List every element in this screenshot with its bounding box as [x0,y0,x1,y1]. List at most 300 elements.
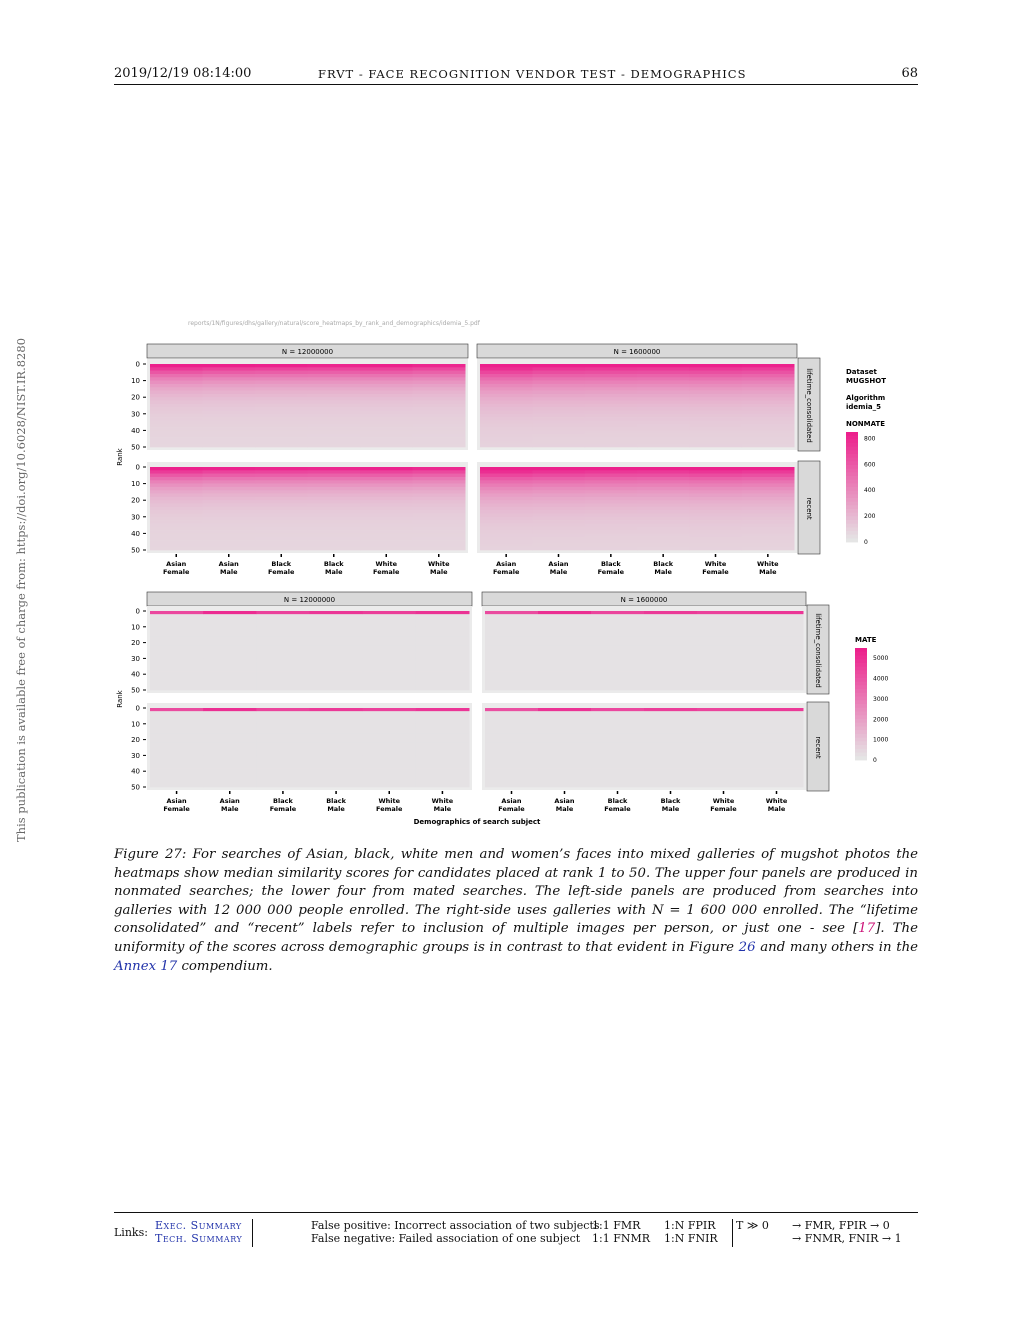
cell-0-0-0-3-5 [308,371,361,375]
cell-1-1-1-1-37 [538,765,592,768]
cell-0-0-0-2-49 [255,444,308,448]
cell-1-1-0-1-35 [203,762,257,765]
xtick-label-0-1-0-a: Asian [496,560,517,568]
cell-1-1-1-4-37 [697,765,751,768]
cell-1-0-0-5-15 [416,633,470,636]
cell-1-1-0-1-15 [203,730,257,733]
cell-1-0-0-1-19 [203,639,257,642]
cell-1-1-0-1-25 [203,746,257,749]
legend-algorithm-label: Algorithm [846,394,886,402]
cell-1-1-1-1-33 [538,759,592,762]
xtick-label-1-0-3-b: Male [327,805,345,813]
cell-1-1-1-0-5 [485,714,539,717]
cell-1-1-0-4-25 [363,746,417,749]
cell-0-1-0-5-27 [413,510,466,514]
cell-0-0-1-5-41 [742,430,795,434]
cell-1-0-1-5-37 [750,668,804,671]
cell-1-0-1-1-7 [538,620,592,623]
cell-1-0-0-3-47 [310,684,364,687]
legend-step-0-7 [846,458,858,462]
cell-0-1-1-5-11 [742,484,795,488]
cell-0-1-1-2-49 [585,547,638,551]
cell-1-1-0-5-39 [416,768,470,771]
cell-0-0-1-5-45 [742,437,795,441]
cell-0-1-0-0-3 [150,470,203,474]
cell-0-0-1-0-27 [480,407,533,411]
xtick-label-0-1-4-a: White [704,560,727,568]
cell-0-0-1-3-17 [637,391,690,395]
cell-1-1-1-5-43 [750,774,804,777]
cell-1-0-0-3-11 [310,627,364,630]
cell-1-1-0-1-3 [203,711,257,714]
cell-0-0-0-1-21 [203,397,256,401]
cell-0-0-0-5-39 [413,427,466,431]
cell-0-0-0-4-43 [360,434,413,438]
cell-0-1-0-4-33 [360,520,413,524]
cell-0-1-0-1-5 [203,474,256,478]
legend-step-1-5 [855,667,867,671]
cell-0-1-1-0-13 [480,487,533,491]
cell-0-1-1-1-25 [532,507,585,511]
cell-0-0-1-3-47 [637,440,690,444]
cell-1-0-0-4-27 [363,652,417,655]
xtick-label-0-0-3-b: Male [325,568,343,576]
cell-0-1-0-3-19 [308,497,361,501]
cell-1-0-0-0-13 [150,630,204,633]
cell-1-0-0-3-41 [310,674,364,677]
cell-0-0-0-3-7 [308,374,361,378]
cell-1-0-1-2-15 [591,633,645,636]
cell-1-1-0-0-13 [150,727,204,730]
legend-step-1-4 [855,663,867,667]
cell-1-1-1-4-43 [697,774,751,777]
cell-0-1-0-4-31 [360,517,413,521]
cell-1-1-1-1-5 [538,714,592,717]
cell-1-1-1-5-49 [750,784,804,787]
threshold-limits [792,1219,902,1245]
cell-0-1-0-4-7 [360,477,413,481]
cell-1-1-1-0-15 [485,730,539,733]
legend-step-0-25 [846,524,858,528]
cell-0-0-1-4-41 [689,430,742,434]
cell-0-1-1-4-47 [689,543,742,547]
cell-0-1-0-4-21 [360,500,413,504]
cell-0-1-1-5-27 [742,510,795,514]
cell-0-1-1-1-15 [532,490,585,494]
cell-1-0-0-4-9 [363,624,417,627]
cell-1-0-0-4-47 [363,684,417,687]
cell-0-1-1-4-29 [689,513,742,517]
cell-0-1-1-2-29 [585,513,638,517]
cell-0-0-0-0-31 [150,414,203,418]
cell-1-1-1-1-31 [538,755,592,758]
cell-0-1-0-5-9 [413,480,466,484]
exec-summary-link[interactable]: Exec. Summary [155,1219,242,1232]
cell-1-1-0-5-47 [416,781,470,784]
cell-0-0-0-1-17 [203,391,256,395]
cell-0-1-1-4-35 [689,523,742,527]
legend-step-1-27 [855,749,867,753]
cell-1-1-1-4-49 [697,784,751,787]
cell-0-1-1-5-13 [742,487,795,491]
cell-0-0-0-3-17 [308,391,361,395]
cell-1-0-1-1-27 [538,652,592,655]
cell-0-0-1-3-1 [637,364,690,368]
cell-1-1-1-4-35 [697,762,751,765]
cell-0-1-0-4-35 [360,523,413,527]
cell-1-0-0-4-19 [363,639,417,642]
cell-1-1-1-0-49 [485,784,539,787]
cell-0-0-0-5-15 [413,387,466,391]
cell-0-1-1-1-9 [532,480,585,484]
cell-1-1-0-4-37 [363,765,417,768]
cell-1-0-0-0-7 [150,620,204,623]
cell-1-1-1-2-15 [591,730,645,733]
cell-1-1-0-3-19 [310,736,364,739]
cell-1-1-0-2-5 [256,714,310,717]
cell-0-1-0-2-29 [255,513,308,517]
cell-0-1-0-3-13 [308,487,361,491]
xtick-label-1-1-2-b: Female [604,805,631,813]
cell-1-1-1-2-47 [591,781,645,784]
cell-1-0-1-3-47 [644,684,698,687]
cell-0-0-1-5-27 [742,407,795,411]
cell-1-1-0-3-27 [310,749,364,752]
cell-0-0-0-5-11 [413,381,466,385]
cell-0-1-0-3-11 [308,484,361,488]
cell-0-1-0-0-13 [150,487,203,491]
cell-1-1-1-0-35 [485,762,539,765]
cell-1-0-0-4-29 [363,655,417,658]
cell-1-0-0-3-27 [310,652,364,655]
cell-1-0-0-2-47 [256,684,310,687]
xtick-label-0-0-0-a: Asian [166,560,187,568]
cell-1-1-1-0-39 [485,768,539,771]
cell-0-0-1-4-27 [689,407,742,411]
cell-1-1-0-1-17 [203,733,257,736]
cell-1-0-1-0-47 [485,684,539,687]
cell-0-0-1-1-3 [532,367,585,371]
cell-0-0-0-2-45 [255,437,308,441]
cell-1-0-1-3-45 [644,681,698,684]
cell-0-1-1-0-31 [480,517,533,521]
cell-0-1-1-4-23 [689,504,742,508]
cell-1-1-1-2-45 [591,778,645,781]
cell-0-0-1-0-37 [480,424,533,428]
cell-1-1-1-4-33 [697,759,751,762]
cell-0-0-1-2-31 [585,414,638,418]
cell-1-1-0-5-3 [416,711,470,714]
cell-0-1-1-1-21 [532,500,585,504]
cell-1-1-0-4-17 [363,733,417,736]
cell-0-0-1-4-17 [689,391,742,395]
cell-1-0-0-5-5 [416,617,470,620]
cell-0-1-0-3-43 [308,537,361,541]
cell-0-1-0-1-35 [203,523,256,527]
cell-1-0-0-5-39 [416,671,470,674]
cell-0-1-1-5-5 [742,474,795,478]
cell-0-0-0-2-15 [255,387,308,391]
cell-1-0-1-0-11 [485,627,539,630]
cell-0-0-0-2-39 [255,427,308,431]
cell-1-1-1-1-35 [538,762,592,765]
cell-0-0-1-3-11 [637,381,690,385]
cell-1-1-0-5-1 [416,708,470,711]
cell-1-1-0-0-45 [150,778,204,781]
cell-1-0-1-2-25 [591,649,645,652]
cell-0-1-1-5-33 [742,520,795,524]
legend-step-0-17 [846,494,858,498]
cell-0-0-0-3-41 [308,430,361,434]
cell-1-1-1-0-17 [485,733,539,736]
cell-1-1-1-1-3 [538,711,592,714]
legend-step-1-28 [855,753,867,757]
cell-0-1-0-3-33 [308,520,361,524]
legend-step-1-20 [855,723,867,727]
cell-0-0-1-1-11 [532,381,585,385]
cell-1-0-0-3-9 [310,624,364,627]
legend-step-0-18 [846,498,858,502]
cell-0-1-1-0-23 [480,504,533,508]
cell-0-0-0-4-35 [360,420,413,424]
cell-0-0-1-4-45 [689,437,742,441]
cell-1-0-1-5-21 [750,643,804,646]
cell-1-1-0-2-27 [256,749,310,752]
cell-1-1-1-0-45 [485,778,539,781]
cell-1-0-0-2-7 [256,620,310,623]
cell-1-0-0-4-45 [363,681,417,684]
cell-1-1-0-5-17 [416,733,470,736]
cell-0-0-0-4-15 [360,387,413,391]
figure-link[interactable]: 26 [738,939,756,955]
cell-1-0-1-2-37 [591,668,645,671]
cell-0-1-1-0-37 [480,527,533,531]
cell-0-0-0-0-17 [150,391,203,395]
cell-1-1-0-0-1 [150,708,204,711]
cell-0-1-0-4-47 [360,543,413,547]
cell-0-0-1-1-23 [532,401,585,405]
cell-0-0-1-3-45 [637,437,690,441]
cell-0-1-1-1-33 [532,520,585,524]
cell-1-1-1-5-37 [750,765,804,768]
cell-0-1-0-5-47 [413,543,466,547]
facet-label-1-1: N = 1600000 [620,596,668,604]
cell-0-1-1-2-27 [585,510,638,514]
cell-1-0-0-2-5 [256,617,310,620]
cell-0-1-1-2-45 [585,540,638,544]
legend-step-1-1 [855,652,867,656]
cell-1-1-0-0-35 [150,762,204,765]
cell-1-0-0-5-17 [416,636,470,639]
cell-1-1-0-1-11 [203,724,257,727]
cell-0-1-1-2-33 [585,520,638,524]
cell-1-0-1-5-35 [750,665,804,668]
cell-0-0-0-3-37 [308,424,361,428]
caption-text-b: ]. The uniformity of the scores across demographic groups is in contrast to that evident in Figure [114,921,918,955]
cell-0-0-0-4-39 [360,427,413,431]
cell-0-0-1-3-21 [637,397,690,401]
cell-0-1-0-3-7 [308,477,361,481]
cell-0-0-0-5-5 [413,371,466,375]
cell-0-0-0-3-25 [308,404,361,408]
cell-0-1-1-2-31 [585,517,638,521]
cell-0-0-0-0-39 [150,427,203,431]
cell-1-0-1-1-29 [538,655,592,658]
cell-1-1-1-3-7 [644,717,698,720]
cell-0-1-1-4-21 [689,500,742,504]
cell-1-1-0-3-43 [310,774,364,777]
cell-0-0-0-4-9 [360,377,413,381]
cell-1-0-1-3-49 [644,687,698,690]
cell-1-1-0-0-41 [150,771,204,774]
cell-0-0-0-0-33 [150,417,203,421]
cell-1-1-0-1-19 [203,736,257,739]
cell-0-0-0-5-41 [413,430,466,434]
cell-0-0-0-4-1 [360,364,413,368]
cell-0-0-0-3-31 [308,414,361,418]
cell-0-0-1-1-31 [532,414,585,418]
tech-summary-link[interactable]: Tech. Summary [155,1232,243,1245]
cell-1-1-0-2-17 [256,733,310,736]
cell-0-1-0-0-29 [150,513,203,517]
xtick-label-1-0-4-a: White [378,797,401,805]
cell-1-0-0-4-3 [363,614,417,617]
legend-step-0-9 [846,465,858,469]
cell-0-0-0-5-13 [413,384,466,388]
cell-1-0-0-4-49 [363,687,417,690]
cell-0-1-0-3-39 [308,530,361,534]
legend-step-1-12 [855,693,867,697]
cell-1-1-1-3-15 [644,730,698,733]
cell-0-1-1-2-47 [585,543,638,547]
citation-link[interactable]: 17 [858,921,876,937]
cell-1-1-1-3-11 [644,724,698,727]
cell-0-1-0-2-7 [255,477,308,481]
cell-0-0-1-3-15 [637,387,690,391]
cell-1-0-1-5-17 [750,636,804,639]
cell-0-1-0-3-3 [308,470,361,474]
error-definitions [311,1219,600,1245]
cell-0-0-1-0-35 [480,420,533,424]
cell-1-1-0-3-25 [310,746,364,749]
cell-1-0-0-4-35 [363,665,417,668]
legend-step-1-8 [855,678,867,682]
cell-0-1-1-5-9 [742,480,795,484]
cell-1-0-0-1-17 [203,636,257,639]
cell-1-0-1-2-5 [591,617,645,620]
cell-0-1-0-2-39 [255,530,308,534]
cell-1-1-0-4-35 [363,762,417,765]
cell-1-0-1-2-1 [591,611,645,614]
cell-1-0-1-2-43 [591,677,645,680]
cell-1-1-0-5-49 [416,784,470,787]
cell-1-0-0-4-5 [363,617,417,620]
cell-0-1-1-1-3 [532,470,585,474]
cell-0-1-1-2-25 [585,507,638,511]
cell-0-1-1-3-33 [637,520,690,524]
cell-1-0-0-3-7 [310,620,364,623]
xtick-label-1-1-3-b: Male [661,805,680,813]
cell-0-1-1-5-25 [742,507,795,511]
cell-0-1-0-3-1 [308,467,361,471]
cell-1-1-1-4-3 [697,711,751,714]
cell-1-0-1-0-15 [485,633,539,636]
cell-1-1-0-4-45 [363,778,417,781]
cell-0-0-1-0-23 [480,401,533,405]
cell-0-1-1-0-11 [480,484,533,488]
xtick-label-0-0-3-a: Black [323,560,344,568]
xtick-label-0-1-5-a: White [757,560,779,568]
cell-0-0-1-4-3 [689,367,742,371]
cell-1-0-1-1-21 [538,643,592,646]
cell-0-1-1-5-43 [742,537,795,541]
cell-1-1-0-2-1 [256,708,310,711]
cell-0-1-0-3-15 [308,490,361,494]
cell-1-1-1-5-21 [750,740,804,743]
cell-0-1-0-3-25 [308,507,361,511]
cell-1-0-1-4-45 [697,681,751,684]
cell-0-1-1-0-5 [480,474,533,478]
cell-1-1-1-4-41 [697,771,751,774]
cell-1-0-0-2-35 [256,665,310,668]
figure-path: reports/1N/figures/dhs/gallery/natural/score_heatmaps_by_rank_and_demographics/idemia_5.pdf [188,320,480,327]
cell-1-1-1-3-33 [644,759,698,762]
links-label: Links: [114,1226,148,1239]
cell-0-0-1-3-35 [637,420,690,424]
cell-1-0-0-2-33 [256,662,310,665]
cell-0-0-1-2-37 [585,424,638,428]
legend-tick-1-3: 2000 [873,716,889,724]
cell-0-0-0-0-29 [150,410,203,414]
cell-1-1-0-0-43 [150,774,204,777]
cell-1-1-0-2-47 [256,781,310,784]
cell-1-1-1-5-39 [750,768,804,771]
cell-0-0-0-1-11 [203,381,256,385]
cell-1-1-1-2-41 [591,771,645,774]
cell-1-1-1-2-21 [591,740,645,743]
cell-1-1-0-2-41 [256,771,310,774]
cell-1-1-1-4-15 [697,730,751,733]
cell-0-1-1-5-35 [742,523,795,527]
cell-1-1-1-5-41 [750,771,804,774]
cell-0-1-0-5-15 [413,490,466,494]
annex-link[interactable]: Annex 17 [114,958,178,974]
cell-0-0-0-3-21 [308,397,361,401]
cell-0-0-1-3-37 [637,424,690,428]
xtick-label-1-0-0-b: Female [163,805,190,813]
cell-1-1-0-2-49 [256,784,310,787]
cell-0-0-0-2-31 [255,414,308,418]
cell-0-0-0-0-27 [150,407,203,411]
legend-step-1-16 [855,708,867,712]
cell-0-1-1-2-15 [585,490,638,494]
ytick-label-1-1-5: 50 [131,783,140,792]
cell-1-1-1-3-47 [644,781,698,784]
cell-1-0-1-2-29 [591,655,645,658]
xtick-label-1-1-4-b: Female [710,805,737,813]
cell-0-1-0-4-23 [360,504,413,508]
cell-0-1-0-4-45 [360,540,413,544]
cell-0-1-0-2-13 [255,487,308,491]
cell-1-1-0-5-45 [416,778,470,781]
xtick-label-0-1-5-b: Male [759,568,777,576]
cell-0-1-1-5-21 [742,500,795,504]
cell-1-0-0-5-45 [416,681,470,684]
cell-0-1-0-0-33 [150,520,203,524]
cell-1-1-0-5-25 [416,746,470,749]
cell-1-1-1-0-19 [485,736,539,739]
cell-0-1-0-1-11 [203,484,256,488]
